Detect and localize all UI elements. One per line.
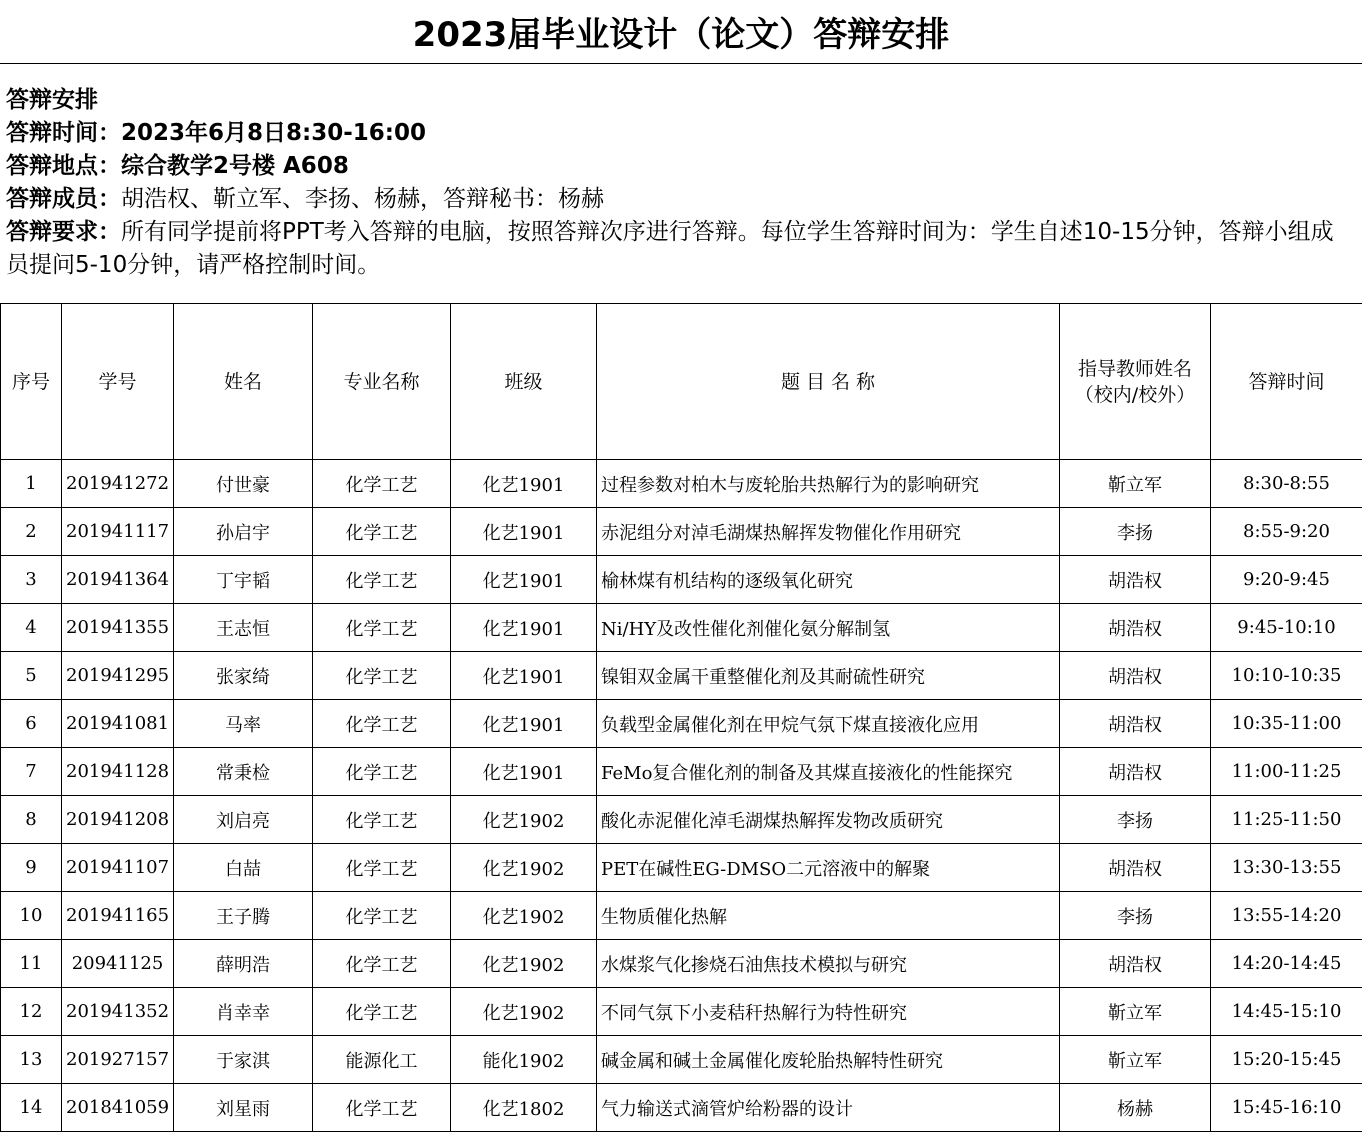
- cell-topic: Ni/HY及改性催化剂催化氨分解制氢: [597, 604, 1060, 652]
- cell-name: 张家绮: [174, 652, 313, 700]
- cell-advisor: 李扬: [1060, 508, 1211, 556]
- cell-advisor: 胡浩权: [1060, 940, 1211, 988]
- table-row: [1, 988, 1362, 1036]
- cell-name: 肖幸幸: [174, 988, 313, 1036]
- header-advisor-line1: 指导教师姓名: [1077, 357, 1192, 380]
- cell-index: 11: [1, 940, 62, 988]
- cell-index: 5: [1, 652, 62, 700]
- cell-student-id: 201941128: [62, 748, 174, 796]
- cell-topic: 气力输送式滴管炉给粉器的设计: [597, 1084, 1060, 1132]
- info-members: [6, 183, 1356, 216]
- cell-advisor: 李扬: [1060, 892, 1211, 940]
- info-members-value: 胡浩权、靳立军、李扬、杨赫，答辩秘书：杨赫: [121, 186, 604, 212]
- cell-topic: 负载型金属催化剂在甲烷气氛下煤直接液化应用: [597, 700, 1060, 748]
- cell-time: 8:55-9:20: [1211, 508, 1362, 556]
- info-time-value: 2023年6月8日8:30-16:00: [121, 120, 426, 146]
- cell-advisor: 靳立军: [1060, 460, 1211, 508]
- cell-student-id: 201941352: [62, 988, 174, 1036]
- header-topic: 题 目 名 称: [597, 304, 1060, 460]
- cell-time: 10:10-10:35: [1211, 652, 1362, 700]
- table-row: [1, 940, 1362, 988]
- cell-topic: 水煤浆气化掺烧石油焦技术模拟与研究: [597, 940, 1060, 988]
- cell-time: 14:20-14:45: [1211, 940, 1362, 988]
- cell-student-id: 201941364: [62, 556, 174, 604]
- info-heading-text: 答辩安排: [6, 87, 98, 113]
- cell-class: 化艺1901: [451, 652, 597, 700]
- cell-class: 化艺1902: [451, 988, 597, 1036]
- cell-index: 13: [1, 1036, 62, 1084]
- cell-topic: FeMo复合催化剂的制备及其煤直接液化的性能探究: [597, 748, 1060, 796]
- table-row: [1, 604, 1362, 652]
- cell-class: 化艺1901: [451, 508, 597, 556]
- cell-major: 化学工艺: [313, 1084, 451, 1132]
- cell-advisor: 胡浩权: [1060, 604, 1211, 652]
- cell-class: 化艺1901: [451, 748, 597, 796]
- cell-major: 化学工艺: [313, 652, 451, 700]
- cell-time: 14:45-15:10: [1211, 988, 1362, 1036]
- header-time: 答辩时间: [1211, 304, 1362, 460]
- cell-name: 王志恒: [174, 604, 313, 652]
- cell-topic: 酸化赤泥催化淖毛湖煤热解挥发物改质研究: [597, 796, 1060, 844]
- cell-time: 8:30-8:55: [1211, 460, 1362, 508]
- cell-name: 刘星雨: [174, 1084, 313, 1132]
- cell-index: 12: [1, 988, 62, 1036]
- cell-student-id: 201927157: [62, 1036, 174, 1084]
- info-heading: [6, 84, 1356, 117]
- table-row: [1, 796, 1362, 844]
- cell-class: 化艺1901: [451, 556, 597, 604]
- cell-topic: 镍钼双金属干重整催化剂及其耐硫性研究: [597, 652, 1060, 700]
- cell-index: 3: [1, 556, 62, 604]
- table-row: [1, 652, 1362, 700]
- defense-schedule-table: [0, 303, 1362, 1132]
- cell-student-id: 20941125: [62, 940, 174, 988]
- info-time-label: 答辩时间：: [6, 120, 121, 146]
- cell-time: 11:25-11:50: [1211, 796, 1362, 844]
- cell-name: 常秉检: [174, 748, 313, 796]
- cell-advisor: 胡浩权: [1060, 748, 1211, 796]
- cell-class: 化艺1901: [451, 700, 597, 748]
- table-row: [1, 700, 1362, 748]
- cell-major: 化学工艺: [313, 844, 451, 892]
- table-header-row: [1, 304, 1362, 460]
- cell-student-id: 201941107: [62, 844, 174, 892]
- table-row: [1, 460, 1362, 508]
- cell-name: 孙启宇: [174, 508, 313, 556]
- cell-advisor: 靳立军: [1060, 988, 1211, 1036]
- cell-name: 薛明浩: [174, 940, 313, 988]
- cell-name: 马率: [174, 700, 313, 748]
- header-student-id: 学号: [62, 304, 174, 460]
- info-requirements-value: 所有同学提前将PPT考入答辩的电脑，按照答辩次序进行答辩。每位学生答辩时间为：学生自述10-15分钟，答辩小组成员提问5-10分钟，请严格控制时间。: [6, 219, 1334, 278]
- page-title: 2023届毕业设计（论文）答辩安排: [0, 0, 1362, 64]
- cell-major: 化学工艺: [313, 796, 451, 844]
- cell-time: 9:20-9:45: [1211, 556, 1362, 604]
- cell-name: 刘启亮: [174, 796, 313, 844]
- cell-major: 化学工艺: [313, 556, 451, 604]
- header-class: 班级: [451, 304, 597, 460]
- cell-topic: PET在碱性EG-DMSO二元溶液中的解聚: [597, 844, 1060, 892]
- cell-class: 能化1902: [451, 1036, 597, 1084]
- info-time: [6, 117, 1356, 150]
- cell-major: 化学工艺: [313, 940, 451, 988]
- cell-name: 丁宇韬: [174, 556, 313, 604]
- cell-class: 化艺1902: [451, 940, 597, 988]
- table-row: [1, 1084, 1362, 1132]
- cell-topic: 赤泥组分对淖毛湖煤热解挥发物催化作用研究: [597, 508, 1060, 556]
- cell-index: 10: [1, 892, 62, 940]
- cell-index: 4: [1, 604, 62, 652]
- cell-index: 2: [1, 508, 62, 556]
- cell-advisor: 胡浩权: [1060, 844, 1211, 892]
- cell-index: 14: [1, 1084, 62, 1132]
- header-index: 序号: [1, 304, 62, 460]
- table-row: [1, 508, 1362, 556]
- cell-topic: 碱金属和碱土金属催化废轮胎热解特性研究: [597, 1036, 1060, 1084]
- info-members-label: 答辩成员：: [6, 186, 121, 212]
- cell-index: 6: [1, 700, 62, 748]
- cell-topic: 榆林煤有机结构的逐级氧化研究: [597, 556, 1060, 604]
- cell-class: 化艺1901: [451, 604, 597, 652]
- info-requirements-label: 答辩要求：: [6, 219, 121, 245]
- cell-advisor: 胡浩权: [1060, 652, 1211, 700]
- table-row: [1, 556, 1362, 604]
- cell-student-id: 201941117: [62, 508, 174, 556]
- cell-time: 15:20-15:45: [1211, 1036, 1362, 1084]
- cell-student-id: 201941208: [62, 796, 174, 844]
- header-advisor-line2: （校内/校外）: [1074, 383, 1196, 406]
- cell-time: 9:45-10:10: [1211, 604, 1362, 652]
- cell-class: 化艺1802: [451, 1084, 597, 1132]
- cell-class: 化艺1902: [451, 844, 597, 892]
- info-place-label: 答辩地点：: [6, 153, 121, 179]
- cell-student-id: 201941295: [62, 652, 174, 700]
- cell-index: 9: [1, 844, 62, 892]
- cell-name: 白喆: [174, 844, 313, 892]
- cell-index: 7: [1, 748, 62, 796]
- cell-advisor: 李扬: [1060, 796, 1211, 844]
- cell-major: 化学工艺: [313, 508, 451, 556]
- table-row: [1, 892, 1362, 940]
- cell-name: 于家淇: [174, 1036, 313, 1084]
- cell-class: 化艺1901: [451, 460, 597, 508]
- cell-student-id: 201941272: [62, 460, 174, 508]
- cell-time: 11:00-11:25: [1211, 748, 1362, 796]
- cell-time: 13:30-13:55: [1211, 844, 1362, 892]
- info-requirements: [6, 216, 1356, 282]
- cell-advisor: 靳立军: [1060, 1036, 1211, 1084]
- cell-index: 1: [1, 460, 62, 508]
- header-advisor: [1060, 304, 1211, 460]
- cell-major: 化学工艺: [313, 700, 451, 748]
- cell-student-id: 201941081: [62, 700, 174, 748]
- cell-time: 15:45-16:10: [1211, 1084, 1362, 1132]
- cell-major: 化学工艺: [313, 604, 451, 652]
- info-place-value: 综合教学2号楼 A608: [121, 153, 349, 179]
- cell-advisor: 胡浩权: [1060, 556, 1211, 604]
- table-row: [1, 1036, 1362, 1084]
- cell-major: 能源化工: [313, 1036, 451, 1084]
- table-row: [1, 844, 1362, 892]
- cell-name: 付世豪: [174, 460, 313, 508]
- cell-class: 化艺1902: [451, 796, 597, 844]
- cell-major: 化学工艺: [313, 892, 451, 940]
- cell-time: 13:55-14:20: [1211, 892, 1362, 940]
- cell-topic: 不同气氛下小麦秸秆热解行为特性研究: [597, 988, 1060, 1036]
- cell-time: 10:35-11:00: [1211, 700, 1362, 748]
- schedule-info: [6, 84, 1356, 282]
- cell-name: 王子腾: [174, 892, 313, 940]
- header-name: 姓名: [174, 304, 313, 460]
- cell-student-id: 201941355: [62, 604, 174, 652]
- header-major: 专业名称: [313, 304, 451, 460]
- table-row: [1, 748, 1362, 796]
- cell-major: 化学工艺: [313, 748, 451, 796]
- cell-topic: 生物质催化热解: [597, 892, 1060, 940]
- cell-advisor: 杨赫: [1060, 1084, 1211, 1132]
- cell-student-id: 201941165: [62, 892, 174, 940]
- cell-student-id: 201841059: [62, 1084, 174, 1132]
- cell-topic: 过程参数对柏木与废轮胎共热解行为的影响研究: [597, 460, 1060, 508]
- cell-index: 8: [1, 796, 62, 844]
- cell-major: 化学工艺: [313, 988, 451, 1036]
- cell-class: 化艺1902: [451, 892, 597, 940]
- cell-major: 化学工艺: [313, 460, 451, 508]
- cell-advisor: 胡浩权: [1060, 700, 1211, 748]
- info-place: [6, 150, 1356, 183]
